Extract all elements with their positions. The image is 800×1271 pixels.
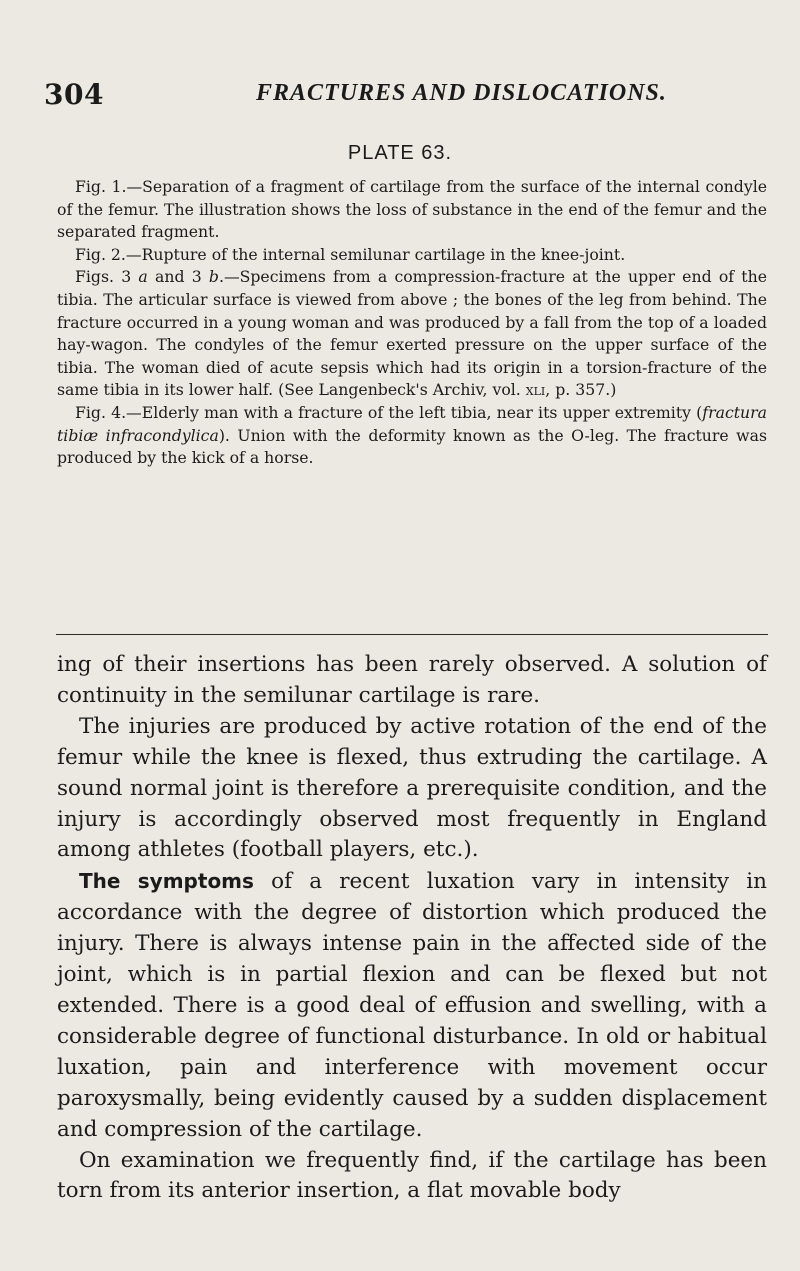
running-title: FRACTURES AND DISLOCATIONS.: [256, 80, 667, 106]
caption-fig-4: [57, 402, 767, 470]
page-header: [0, 78, 800, 114]
caption-fig-1: Fig. 1.—Separation of a fragment of cartilage from the surface of the internal condyle of the femur. The illustration shows the loss of substance in the end of the femur and the separated fragment.: [57, 177, 767, 242]
caption-fig-3-and: and 3: [147, 267, 209, 287]
page-number: 304: [44, 78, 104, 111]
body-paragraph-2: The injuries are produced by active rotation of the end of the femur while the knee is flexed, thus extruding the cartilage. A sound normal joint is therefore a prerequisite condition, and the injury is accordingly observed most frequently in England among athletes (football players, etc.).: [57, 713, 767, 863]
body-text: [57, 650, 767, 1207]
caption-fig-2: Fig. 2.—Rupture of the internal semilunar cartilage in the knee-joint.: [75, 244, 626, 264]
caption-fig-3: [57, 266, 767, 402]
body-paragraph-4: On examination we frequently find, if the cartilage has been torn from its anterior insertion, a flat movable body: [57, 1147, 767, 1204]
caption-fig-4-latin: fractura tibiæ infracondylica: [57, 402, 767, 445]
caption-fig-3-lead: Figs. 3: [75, 267, 139, 287]
plate-captions: [57, 176, 767, 470]
caption-fig-3-volume: xli: [525, 380, 546, 400]
caption-fig-4-lead: Fig. 4.—Elderly man with a fracture of the left tibia, near its upper extremity (: [75, 402, 703, 422]
caption-fig-3-text: .—Specimens from a compression-fracture at the upper end of the tibia. The articular surface is viewed from above ; the bones of the leg from behind. The fracture occurred in a young woman and was produced by a fall from the top of a loaded hay-wagon. The condyles of the femur exerted pressure on the upper surface of the tibia. The woman died of acute sepsis which had its origin in a torsion-fracture of the same tibia in its lower half. (See Langenbeck's Archiv, vol.: [57, 267, 767, 400]
caption-fig-3-a-label: a: [138, 267, 148, 287]
plate-title: PLATE 63.: [347, 142, 453, 164]
caption-fig-4-text: ). Union with the deformity known as the O-leg. The fracture was produced by the kick of a horse.: [57, 425, 767, 468]
caption-divider: [56, 634, 768, 635]
caption-fig-3-b-label: b: [208, 267, 219, 287]
symptoms-text: of a recent luxation vary in intensity in accordance with the degree of distortion which produced the injury. There is always intense pain in the affected side of the joint, which is in partial flexion and can be flexed but not extended. There is a good deal of effusion and swelling, with a considerable degree of functional disturbance. In old or habitual luxation, pain and interference with movement occur paroxysmally, being evidently caused by a sudden displacement and compression of the cartilage.: [57, 869, 767, 1142]
symptoms-heading: The symptoms: [79, 869, 254, 894]
body-paragraph-3: [57, 866, 767, 1145]
caption-fig-3-end: , p. 357.): [545, 380, 617, 400]
body-paragraph-1: ing of their insertions has been rarely observed. A solution of continuity in the semilunar cartilage is rare.: [57, 652, 767, 708]
